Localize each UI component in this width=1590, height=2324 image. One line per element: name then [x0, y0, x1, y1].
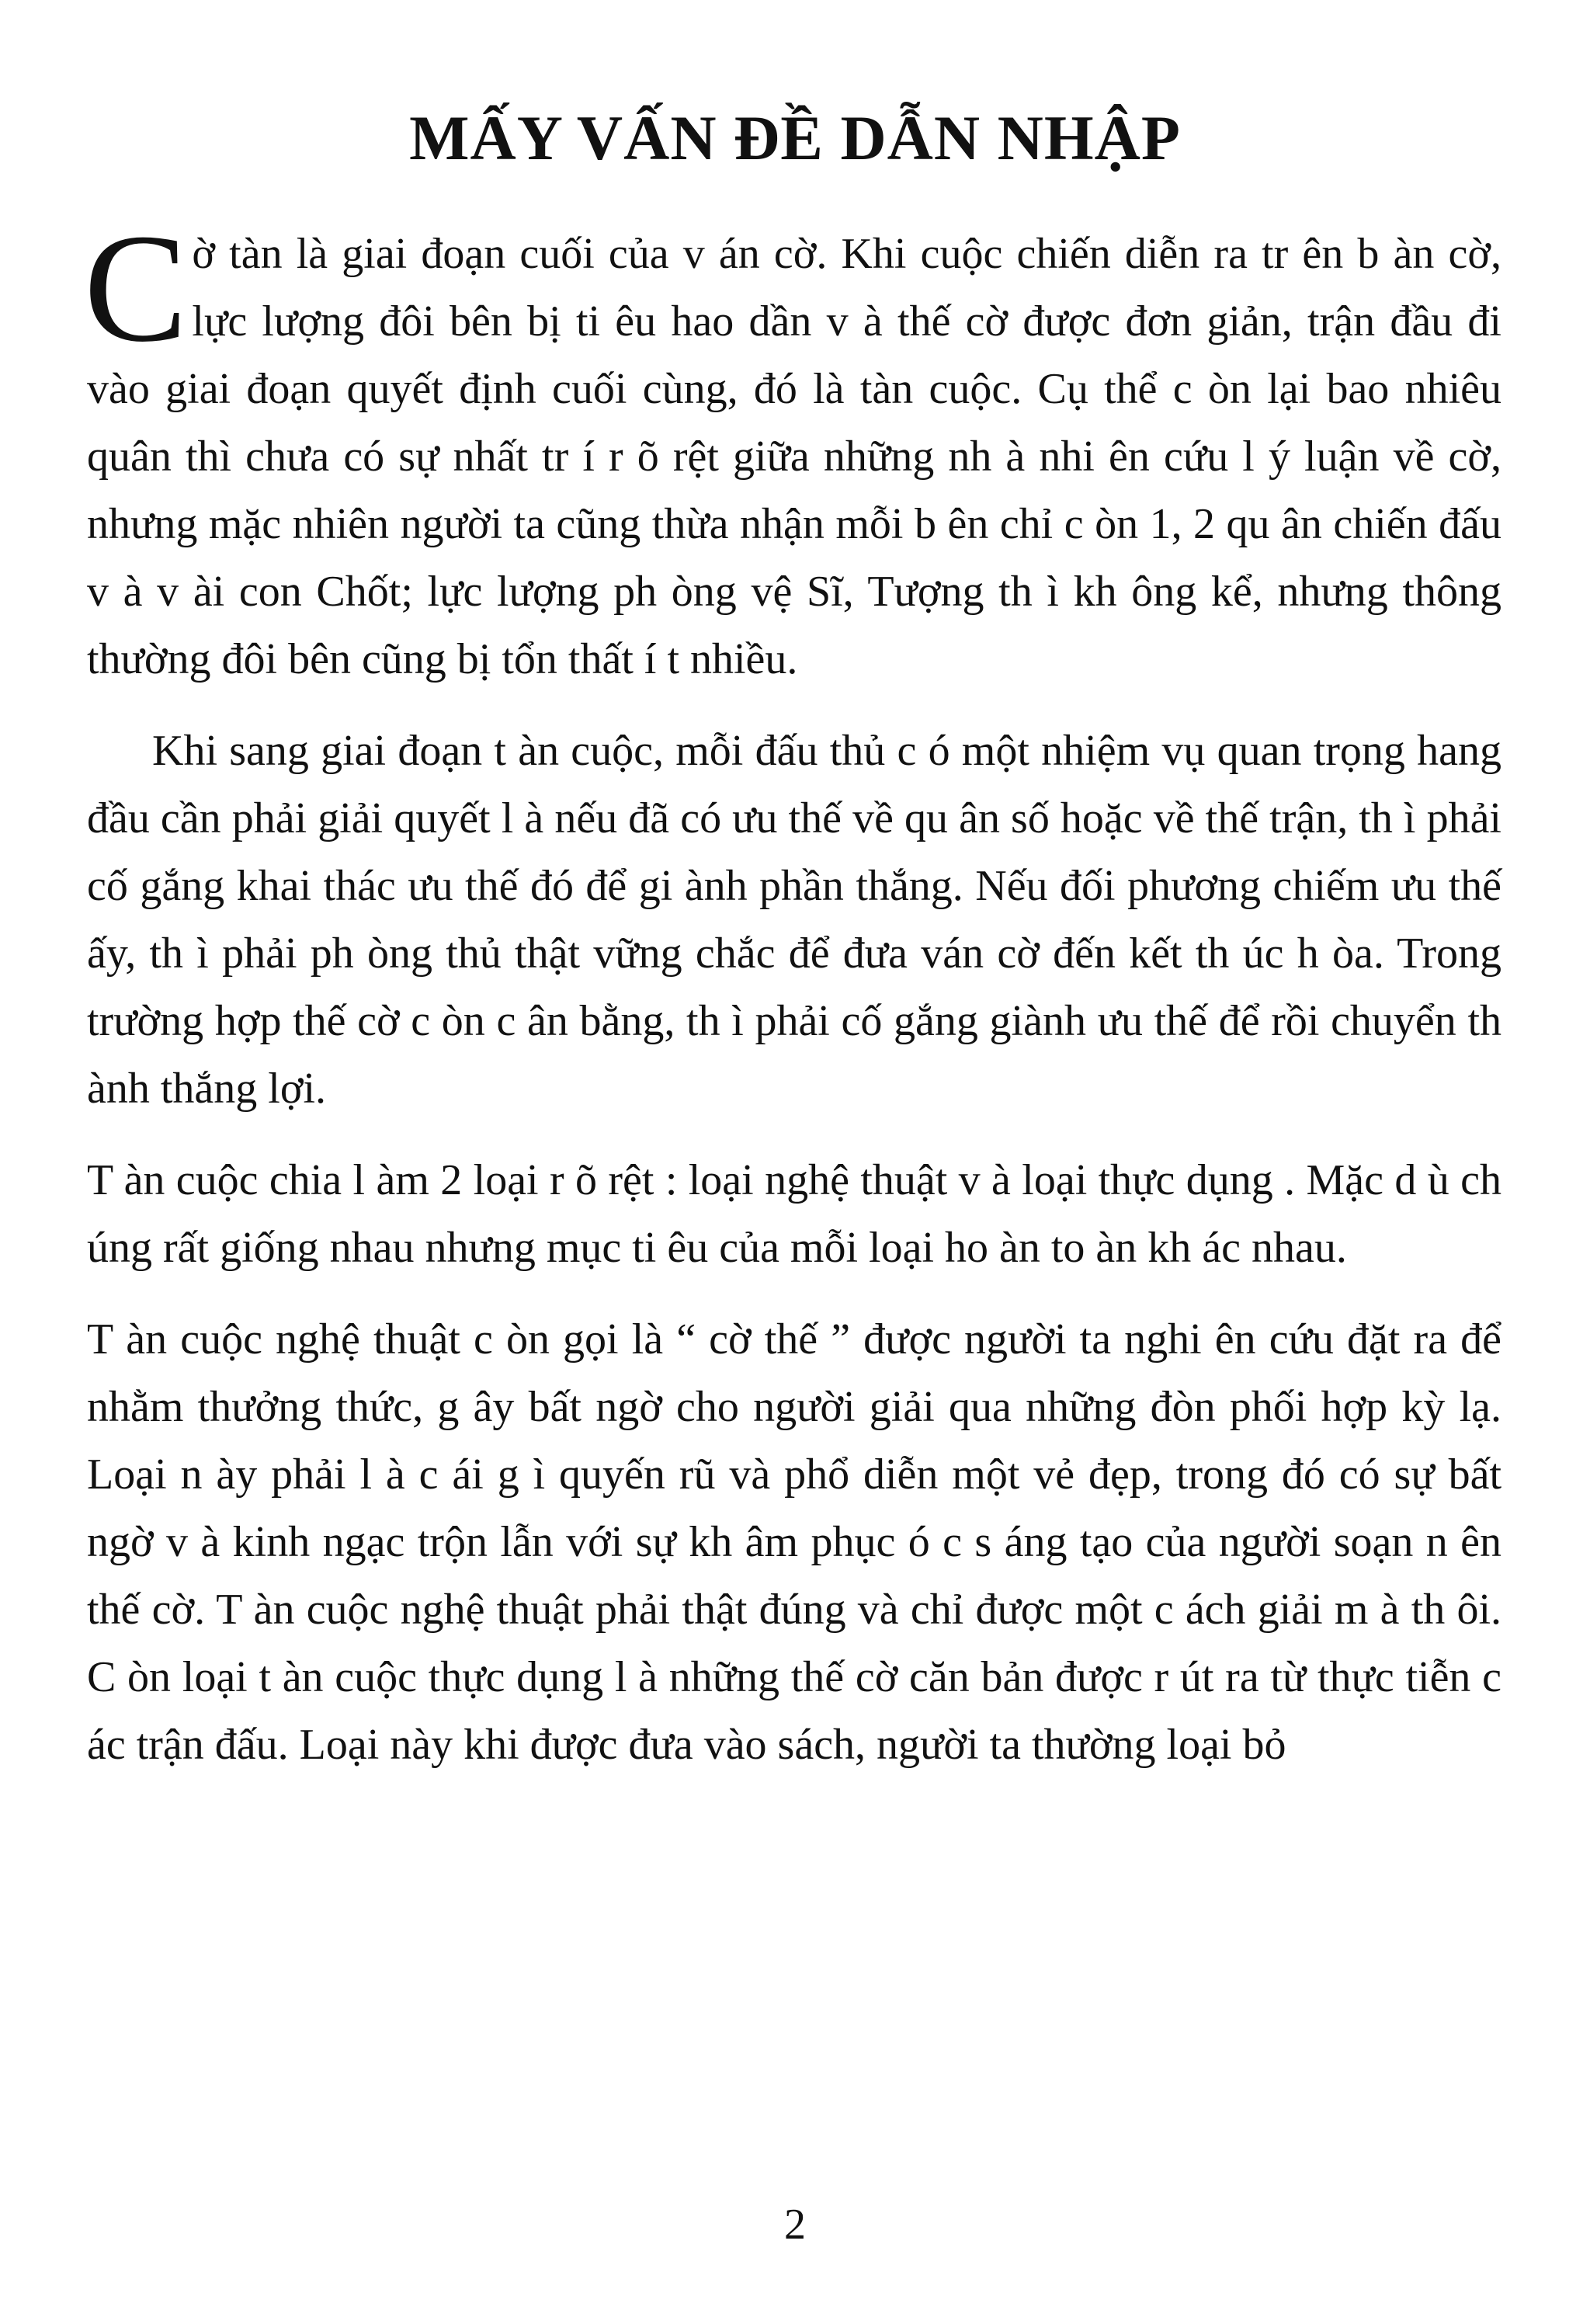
paragraph-1	[84, 203, 1501, 693]
drop-cap: C	[84, 203, 188, 374]
page-title: MẤY VẤN ĐỀ DẪN NHẬP	[409, 102, 1181, 173]
body-text	[84, 203, 1501, 1779]
paragraph-2: Khi sang giai đoạn t àn cuộc, mỗi đấu thủ c ó một nhiệm vụ quan trọng hang đầu cần phải giải quyết l à nếu đã có ưu thế về qu ân số hoặc về thế trận, th ì phải cố gắng khai thác ưu thế đó để gi ành phần thắng. Nếu đối phương chiếm ưu thế ấy, th ì phải ph òng thủ thật vững chắc để đưa ván cờ đến kết th úc h òa. Trong trường hợp thế cờ c òn c ân bằng, th ì phải cố gắng giành ưu thế để rồi chuyển th ành thắng lợi.	[87, 727, 1501, 1113]
page-number: 2	[784, 2201, 806, 2249]
paragraph-1-text: ờ tàn là giai đoạn cuối của v án cờ. Khi cuộc chiến diễn ra tr ên b àn cờ, lực lượng đôi bên bị ti êu hao dần v à thế cờ được đơn giản, trận đầu đi vào giai đoạn quyết định cuối cùng, đó là tàn cuộc. Cụ thể c òn lại bao nhiêu quân thì chưa có sự nhất tr í r õ rệt giữa những nh à nhi ên cứu l ý luận về cờ, nhưng mặc nhiên người ta cũng thừa nhận mỗi b ên chỉ c òn 1, 2 qu ân chiến đấu v à v ài con Chốt; lực lượng ph òng vệ Sĩ, Tượng th ì kh ông kể, nhưng thông thường đôi bên cũng bị tổn thất í t nhiều.	[87, 230, 1501, 683]
paragraph-3: T àn cuộc chia l àm 2 loại r õ rệt : loại nghệ thuật v à loại thực dụng . Mặc d ù ch úng rất giống nhau nhưng mục ti êu của mỗi loại ho àn to àn kh ác nhau.	[87, 1156, 1501, 1272]
paragraph-4: T àn cuộc nghệ thuật c òn gọi là “ cờ thế ” được người ta nghi ên cứu đặt ra để nhằm thưởng thức, g ây bất ngờ cho người giải qua những đòn phối hợp kỳ lạ. Loại n ày phải l à c ái g ì quyến rũ và phổ diễn một vẻ đẹp, trong đó có sự bất ngờ v à kinh ngạc trộn lẫn với sự kh âm phục ó c s áng tạo của người soạn n ên thế cờ. T àn cuộc nghệ thuật phải thật đúng và chỉ được một c ách giải m à th ôi. C òn loại t àn cuộc thực dụng l à những thế cờ căn bản được r út ra từ thực tiễn c ác trận đấu. Loại này khi được đưa vào sách, người ta thường loại bỏ	[87, 1315, 1501, 1769]
